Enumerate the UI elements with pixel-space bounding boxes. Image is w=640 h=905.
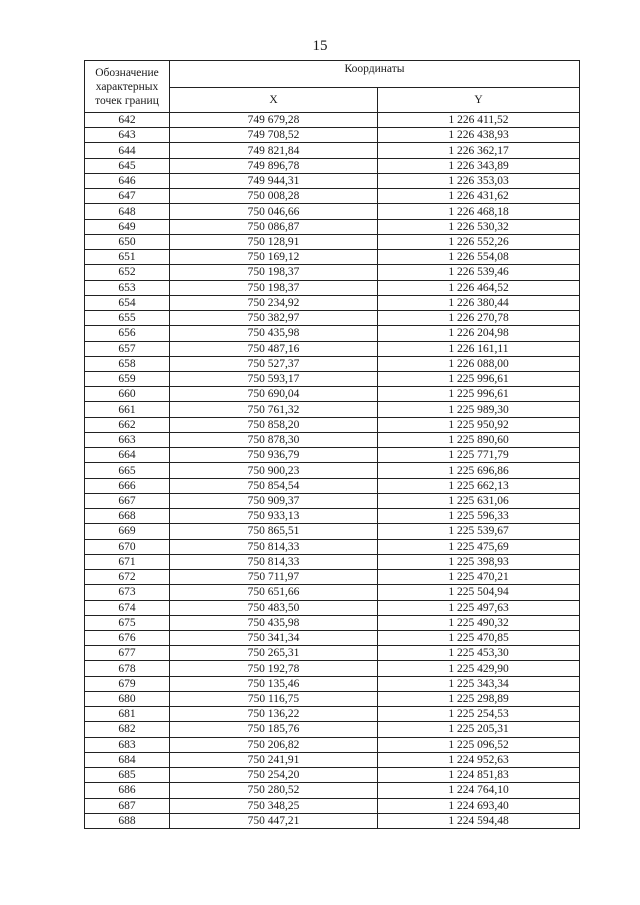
point-id-cell: 670 (85, 539, 170, 554)
table-row (85, 783, 580, 798)
y-coordinate-cell: 1 225 950,92 (378, 417, 580, 432)
table-row (85, 265, 580, 280)
table-row (85, 524, 580, 539)
y-coordinate-cell: 1 225 662,13 (378, 478, 580, 493)
point-id-cell: 682 (85, 722, 170, 737)
x-coordinate-cell: 750 900,23 (170, 463, 378, 478)
table-row (85, 691, 580, 706)
x-coordinate-cell: 750 814,33 (170, 539, 378, 554)
x-coordinate-cell: 750 341,34 (170, 630, 378, 645)
y-coordinate-cell: 1 226 088,00 (378, 356, 580, 371)
x-coordinate-cell: 750 348,25 (170, 798, 378, 813)
table-row (85, 189, 580, 204)
y-coordinate-cell: 1 226 464,52 (378, 280, 580, 295)
table-row (85, 737, 580, 752)
x-coordinate-cell: 750 435,98 (170, 326, 378, 341)
point-id-cell: 669 (85, 524, 170, 539)
table-row (85, 113, 580, 128)
y-coordinate-cell: 1 226 353,03 (378, 173, 580, 188)
y-coordinate-cell: 1 225 696,86 (378, 463, 580, 478)
point-id-cell: 650 (85, 234, 170, 249)
point-id-cell: 685 (85, 768, 170, 783)
x-coordinate-cell: 750 711,97 (170, 570, 378, 585)
x-coordinate-cell: 749 708,52 (170, 128, 378, 143)
point-id-cell: 687 (85, 798, 170, 813)
table-row (85, 387, 580, 402)
point-id-cell: 661 (85, 402, 170, 417)
point-id-cell: 644 (85, 143, 170, 158)
point-id-cell: 663 (85, 432, 170, 447)
point-id-cell: 651 (85, 250, 170, 265)
x-coordinate-cell: 750 206,82 (170, 737, 378, 752)
x-coordinate-cell: 750 447,21 (170, 813, 378, 828)
point-id-cell: 654 (85, 295, 170, 310)
point-id-cell: 672 (85, 570, 170, 585)
table-row (85, 813, 580, 828)
y-coordinate-cell: 1 225 096,52 (378, 737, 580, 752)
y-coordinate-cell: 1 226 438,93 (378, 128, 580, 143)
point-id-cell: 659 (85, 371, 170, 386)
table-row (85, 752, 580, 767)
x-coordinate-cell: 750 651,66 (170, 585, 378, 600)
x-coordinate-cell: 750 280,52 (170, 783, 378, 798)
y-coordinate-cell: 1 226 362,17 (378, 143, 580, 158)
table-row (85, 539, 580, 554)
point-id-cell: 648 (85, 204, 170, 219)
y-coordinate-cell: 1 226 380,44 (378, 295, 580, 310)
x-coordinate-cell: 750 527,37 (170, 356, 378, 371)
point-id-cell: 683 (85, 737, 170, 752)
table-row (85, 128, 580, 143)
y-coordinate-cell: 1 225 205,31 (378, 722, 580, 737)
table-row (85, 280, 580, 295)
y-coordinate-cell: 1 224 952,63 (378, 752, 580, 767)
x-coordinate-cell: 750 136,22 (170, 707, 378, 722)
x-coordinate-cell: 750 854,54 (170, 478, 378, 493)
point-id-cell: 653 (85, 280, 170, 295)
x-coordinate-cell: 750 265,31 (170, 646, 378, 661)
point-id-cell: 684 (85, 752, 170, 767)
point-id-cell: 677 (85, 646, 170, 661)
point-id-cell: 642 (85, 113, 170, 128)
point-id-cell: 665 (85, 463, 170, 478)
table-row (85, 707, 580, 722)
table-row (85, 173, 580, 188)
point-id-cell: 667 (85, 493, 170, 508)
table-row (85, 219, 580, 234)
coordinates-table (84, 60, 580, 829)
x-coordinate-cell: 750 690,04 (170, 387, 378, 402)
point-id-cell: 673 (85, 585, 170, 600)
y-coordinate-cell: 1 225 298,89 (378, 691, 580, 706)
table-row (85, 798, 580, 813)
point-id-cell: 655 (85, 311, 170, 326)
y-coordinate-cell: 1 225 453,30 (378, 646, 580, 661)
y-coordinate-cell: 1 226 431,62 (378, 189, 580, 204)
table-row (85, 676, 580, 691)
table-row (85, 570, 580, 585)
point-id-cell: 652 (85, 265, 170, 280)
x-coordinate-cell: 750 116,75 (170, 691, 378, 706)
point-id-cell: 649 (85, 219, 170, 234)
table-body (85, 113, 580, 829)
table-row (85, 143, 580, 158)
x-coordinate-cell: 750 382,97 (170, 311, 378, 326)
x-coordinate-cell: 750 198,37 (170, 280, 378, 295)
y-coordinate-cell: 1 225 504,94 (378, 585, 580, 600)
y-coordinate-cell: 1 225 470,85 (378, 630, 580, 645)
table-row (85, 356, 580, 371)
point-id-cell: 664 (85, 448, 170, 463)
y-coordinate-cell: 1 225 470,21 (378, 570, 580, 585)
x-coordinate-cell: 750 135,46 (170, 676, 378, 691)
point-id-cell: 666 (85, 478, 170, 493)
table-row (85, 448, 580, 463)
x-coordinate-cell: 750 593,17 (170, 371, 378, 386)
x-coordinate-cell: 750 008,28 (170, 189, 378, 204)
x-coordinate-cell: 750 761,32 (170, 402, 378, 417)
header-y: Y (378, 88, 580, 113)
x-coordinate-cell: 750 858,20 (170, 417, 378, 432)
point-id-cell: 679 (85, 676, 170, 691)
x-coordinate-cell: 749 679,28 (170, 113, 378, 128)
x-coordinate-cell: 750 192,78 (170, 661, 378, 676)
table-row (85, 463, 580, 478)
point-id-cell: 675 (85, 615, 170, 630)
table-row (85, 554, 580, 569)
table-row (85, 493, 580, 508)
table-row (85, 371, 580, 386)
table-row (85, 600, 580, 615)
header-coordinates: Координаты (170, 61, 580, 88)
page-number: 15 (312, 38, 328, 54)
y-coordinate-cell: 1 226 468,18 (378, 204, 580, 219)
x-coordinate-cell: 750 933,13 (170, 509, 378, 524)
table-row (85, 768, 580, 783)
table-row (85, 234, 580, 249)
x-coordinate-cell: 750 254,20 (170, 768, 378, 783)
x-coordinate-cell: 750 046,66 (170, 204, 378, 219)
point-id-cell: 647 (85, 189, 170, 204)
y-coordinate-cell: 1 225 497,63 (378, 600, 580, 615)
point-id-cell: 688 (85, 813, 170, 828)
point-id-cell: 657 (85, 341, 170, 356)
x-coordinate-cell: 750 128,91 (170, 234, 378, 249)
point-id-cell: 678 (85, 661, 170, 676)
x-coordinate-cell: 750 435,98 (170, 615, 378, 630)
table-row (85, 585, 580, 600)
y-coordinate-cell: 1 226 270,78 (378, 311, 580, 326)
x-coordinate-cell: 750 241,91 (170, 752, 378, 767)
y-coordinate-cell: 1 224 693,40 (378, 798, 580, 813)
header-designation: Обозначение характерных точек границ (85, 61, 170, 113)
table-row (85, 250, 580, 265)
x-coordinate-cell: 749 944,31 (170, 173, 378, 188)
table-row (85, 478, 580, 493)
point-id-cell: 674 (85, 600, 170, 615)
point-id-cell: 676 (85, 630, 170, 645)
table-row (85, 661, 580, 676)
y-coordinate-cell: 1 226 530,32 (378, 219, 580, 234)
table-row (85, 295, 580, 310)
table-row (85, 646, 580, 661)
y-coordinate-cell: 1 225 996,61 (378, 387, 580, 402)
x-coordinate-cell: 750 234,92 (170, 295, 378, 310)
table-row (85, 615, 580, 630)
y-coordinate-cell: 1 226 554,08 (378, 250, 580, 265)
x-coordinate-cell: 750 878,30 (170, 432, 378, 447)
point-id-cell: 662 (85, 417, 170, 432)
table-row (85, 722, 580, 737)
x-coordinate-cell: 750 814,33 (170, 554, 378, 569)
x-coordinate-cell: 750 198,37 (170, 265, 378, 280)
y-coordinate-cell: 1 224 851,83 (378, 768, 580, 783)
x-coordinate-cell: 749 821,84 (170, 143, 378, 158)
point-id-cell: 686 (85, 783, 170, 798)
y-coordinate-cell: 1 224 764,10 (378, 783, 580, 798)
y-coordinate-cell: 1 225 254,53 (378, 707, 580, 722)
point-id-cell: 643 (85, 128, 170, 143)
y-coordinate-cell: 1 226 411,52 (378, 113, 580, 128)
table-row (85, 630, 580, 645)
x-coordinate-cell: 750 936,79 (170, 448, 378, 463)
table-row (85, 204, 580, 219)
point-id-cell: 660 (85, 387, 170, 402)
point-id-cell: 658 (85, 356, 170, 371)
y-coordinate-cell: 1 226 552,26 (378, 234, 580, 249)
x-coordinate-cell: 750 185,76 (170, 722, 378, 737)
point-id-cell: 646 (85, 173, 170, 188)
table-row (85, 311, 580, 326)
x-coordinate-cell: 750 483,50 (170, 600, 378, 615)
point-id-cell: 656 (85, 326, 170, 341)
y-coordinate-cell: 1 225 996,61 (378, 371, 580, 386)
table-row (85, 326, 580, 341)
y-coordinate-cell: 1 226 343,89 (378, 158, 580, 173)
y-coordinate-cell: 1 225 890,60 (378, 432, 580, 447)
y-coordinate-cell: 1 225 398,93 (378, 554, 580, 569)
y-coordinate-cell: 1 225 596,33 (378, 509, 580, 524)
table-row (85, 417, 580, 432)
y-coordinate-cell: 1 226 204,98 (378, 326, 580, 341)
table-row (85, 402, 580, 417)
point-id-cell: 671 (85, 554, 170, 569)
x-coordinate-cell: 750 169,12 (170, 250, 378, 265)
y-coordinate-cell: 1 225 771,79 (378, 448, 580, 463)
y-coordinate-cell: 1 225 343,34 (378, 676, 580, 691)
x-coordinate-cell: 750 865,51 (170, 524, 378, 539)
point-id-cell: 668 (85, 509, 170, 524)
point-id-cell: 681 (85, 707, 170, 722)
y-coordinate-cell: 1 224 594,48 (378, 813, 580, 828)
table-row (85, 341, 580, 356)
header-x: X (170, 88, 378, 113)
y-coordinate-cell: 1 225 490,32 (378, 615, 580, 630)
x-coordinate-cell: 750 487,16 (170, 341, 378, 356)
y-coordinate-cell: 1 225 539,67 (378, 524, 580, 539)
y-coordinate-cell: 1 225 989,30 (378, 402, 580, 417)
y-coordinate-cell: 1 225 631,06 (378, 493, 580, 508)
y-coordinate-cell: 1 226 161,11 (378, 341, 580, 356)
y-coordinate-cell: 1 225 429,90 (378, 661, 580, 676)
y-coordinate-cell: 1 225 475,69 (378, 539, 580, 554)
point-id-cell: 680 (85, 691, 170, 706)
x-coordinate-cell: 749 896,78 (170, 158, 378, 173)
y-coordinate-cell: 1 226 539,46 (378, 265, 580, 280)
x-coordinate-cell: 750 086,87 (170, 219, 378, 234)
x-coordinate-cell: 750 909,37 (170, 493, 378, 508)
table-row (85, 432, 580, 447)
table-row (85, 158, 580, 173)
table-row (85, 509, 580, 524)
point-id-cell: 645 (85, 158, 170, 173)
table-header (85, 61, 580, 113)
